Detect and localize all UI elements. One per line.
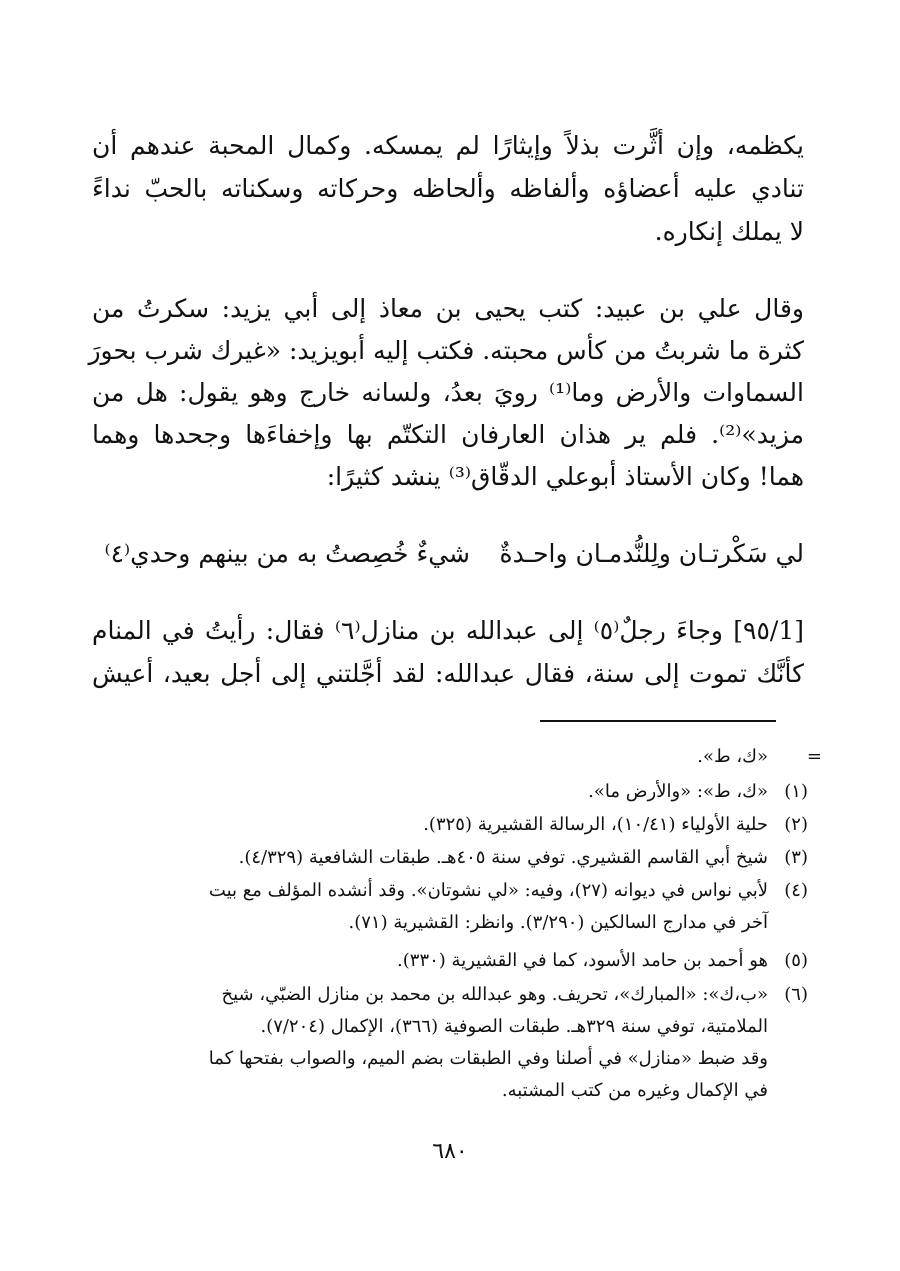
footnote-text: «ب،ك»: «المبارك»، تحريف. وهو عبدالله بن محمد بن منازل الضبّي، شيخ xyxy=(221,984,768,1005)
body-line: لا يملك إنكاره. xyxy=(654,217,804,246)
body-line: يكظمه، وإن أثَّرت بذلاً وإيثارًا لم يمسكه. وكمال المحبة عندهم أن xyxy=(92,131,804,160)
footnote-number: (٤) xyxy=(784,880,808,901)
footnote-6 xyxy=(168,980,808,1110)
page-number: ٦٨٠ xyxy=(432,1139,468,1164)
footnote-text: آخر في مدارج السالكين (٣/٢٩٠). وانظر: القشيرية (٧١). xyxy=(348,912,768,933)
footnote-4 xyxy=(168,876,808,938)
body-line: وقال علي بن عبيد: كتب يحيى بن معاذ إلى أبي يزيد: سكرتُ من xyxy=(92,294,804,323)
footnote-separator xyxy=(540,720,776,722)
body-line: السماوات والأرض وما⁽¹⁾ رويَ بعدُ، ولسانه خارج وهو يقول: هل من xyxy=(92,378,804,407)
footnote-number: (٦) xyxy=(784,984,808,1005)
footnote-2 xyxy=(168,810,808,840)
footnote-text: هو أحمد بن حامد الأسود، كما في القشيرية (٣٣٠). xyxy=(397,950,768,971)
verse-hemistich-left: شيءٌ خُصِصتُ به من بينهم وحدي⁽٤⁾ xyxy=(104,539,470,568)
footnote-text: «ك، ط». xyxy=(697,746,768,767)
footnote-text: الملامتية، توفي سنة ٣٢٩هـ. طبقات الصوفية (٣٦٦)، الإكمال (٧/٢٠٤). xyxy=(260,1016,768,1037)
footnote-number: (٥) xyxy=(784,950,808,971)
footnote-text: في الإكمال وغيره من كتب المشتبه. xyxy=(501,1080,768,1101)
footnote-continuation-marker: = xyxy=(806,746,822,767)
footnote-text: حلية الأولياء (١٠/٤١)، الرسالة القشيرية (٣٢٥). xyxy=(423,814,768,835)
body-line: مزيد»⁽²⁾. فلم ير هذان العارفان التكتّم بها وإخفاءَها وجحدها وهما xyxy=(92,420,804,449)
footnote-3 xyxy=(168,843,808,873)
body-line: كأنَّك تموت إلى سنة، فقال عبدالله: لقد أجَّلتني إلى أجل بعيد، أعيش xyxy=(92,659,804,688)
footnote-text: وقد ضبط «منازل» في أصلنا وفي الطبقات بضم الميم، والصواب بفتحها كما xyxy=(208,1048,768,1069)
footnote-number: (١) xyxy=(784,781,808,802)
body-line: كثرة ما شربتُ من كأس محبته. فكتب إليه أبويزيد: «غيرك شرب بحورَ xyxy=(88,336,804,365)
verse-hemistich-right: لي سَكْرتـان ولِلنُّدمـان واحـدةٌ xyxy=(499,539,804,568)
footnote-number: (٣) xyxy=(784,847,808,868)
body-line: هما! وكان الأستاذ أبوعلي الدقّاق⁽³⁾ ينشد كثيرًا: xyxy=(326,462,804,491)
footnote-text: «ك، ط»: «والأرض ما». xyxy=(588,781,768,802)
footnote-1 xyxy=(168,777,808,807)
footnote-text: لأبي نواس في ديوانه (٢٧)، وفيه: «لي نشوتان». وقد أنشده المؤلف مع بيت xyxy=(208,880,768,901)
footnote-continuation xyxy=(168,742,808,772)
footnote-5 xyxy=(168,946,808,976)
body-line: [1/٩٥] وجاءَ رجلٌ⁽٥⁾ إلى عبدالله بن منازل⁽٦⁾ فقال: رأيتُ في المنام xyxy=(92,616,804,645)
footnote-number: (٢) xyxy=(784,814,808,835)
footnote-text: شيخ أبي القاسم القشيري. توفي سنة ٤٠٥هـ. طبقات الشافعية (٤/٣٢٩). xyxy=(238,847,768,868)
body-line: تنادي عليه أعضاؤه وألفاظه وألحاظه وحركاته وسكناته بالحبّ نداءً xyxy=(92,174,804,203)
